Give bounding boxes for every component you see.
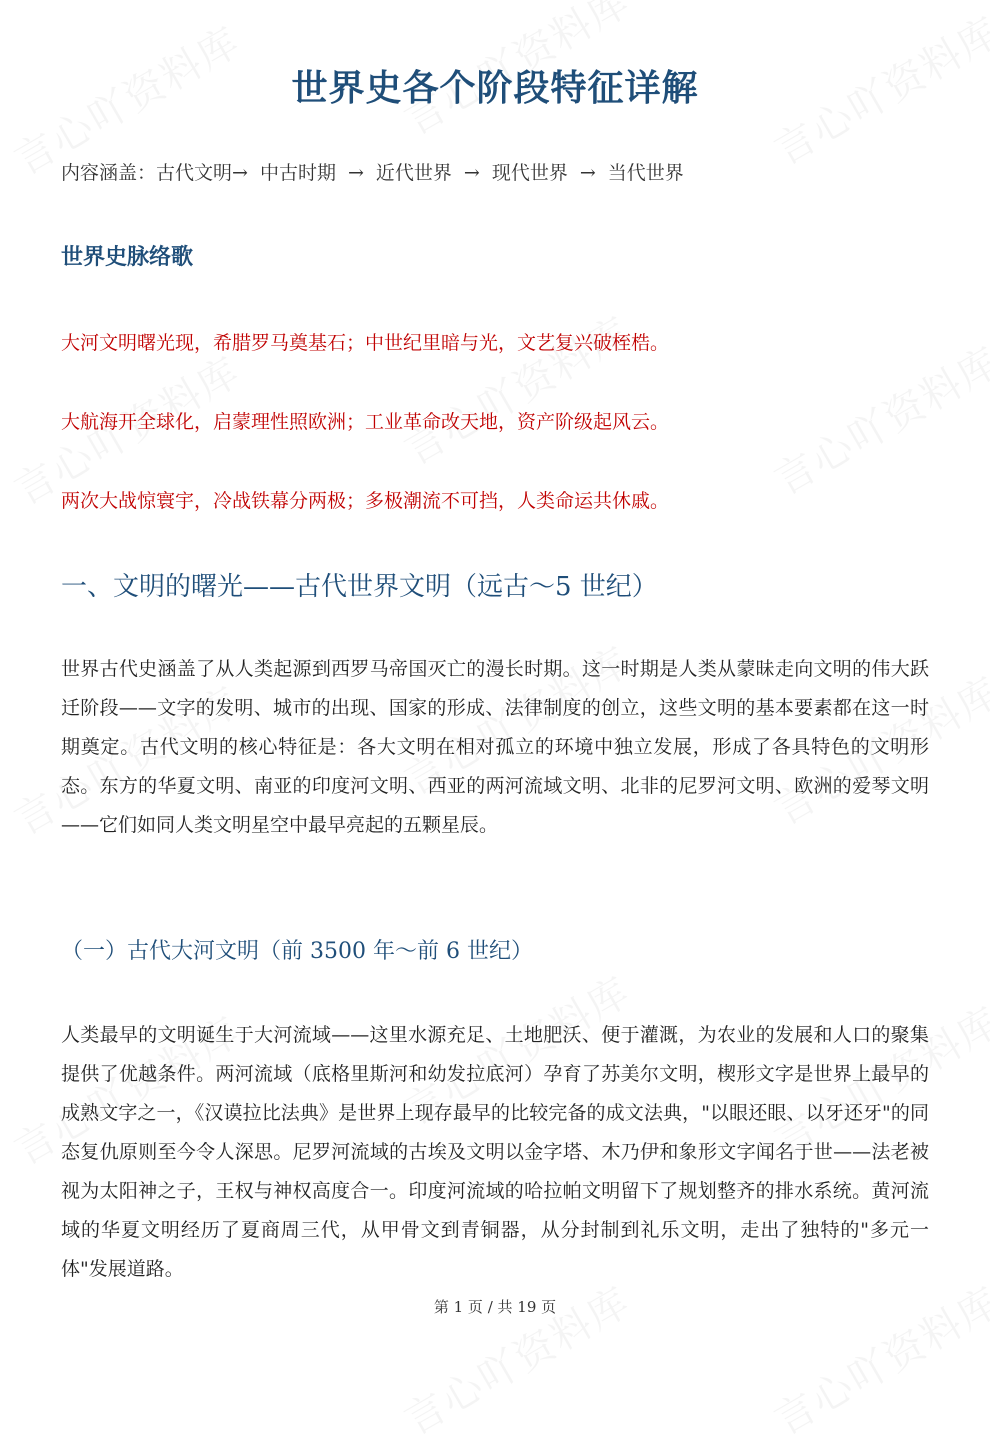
coverage-item: 中古时期 — [259, 162, 336, 184]
coverage-label: 内容涵盖： — [61, 162, 157, 184]
song-line: 两次大战惊寰宇，冷战铁幕分两极；多极潮流不可挡，人类命运共休戚。 — [61, 490, 670, 512]
coverage-item: 现代世界 — [491, 162, 568, 184]
song-line: 大河文明曙光现，希腊罗马奠基石；中世纪里暗与光，文艺复兴破桎梏。 — [61, 332, 670, 354]
content-coverage — [61, 158, 696, 185]
coverage-item: 近代世界 — [375, 162, 452, 184]
coverage-item: 古代文明 — [156, 162, 233, 184]
arrow-icon: → — [579, 162, 596, 184]
arrow-icon: → — [232, 162, 248, 184]
section-paragraph: 世界古代史涵盖了从人类起源到西罗马帝国灭亡的漫长时期。这一时期是人类从蒙昧走向文明的伟大跃迁阶段——文字的发明、城市的出现、国家的形成、法律制度的创立，这些文明的基本要素都在这一时期奠定。古代文明的核心特征是：各大文明在相对孤立的环境中独立发展，形成了各具特色的文明形态。东方的华夏文明、南亚的印度河文明、西亚的两河流域文明、北非的尼罗河文明、欧洲的爱琴文明——它们如同人类文明星空中最早亮起的五颗星辰。 — [61, 658, 929, 836]
page-title: 世界史各个阶段特征详解 — [291, 67, 699, 109]
subsection-paragraph: 人类最早的文明诞生于大河流域——这里水源充足、土地肥沃、便于灌溉，为农业的发展和人口的聚集提供了优越条件。两河流域（底格里斯河和幼发拉底河）孕育了苏美尔文明，楔形文字是世界上最早的成熟文字之一，《汉谟拉比法典》是世界上现存最早的比较完备的成文法典，"以眼还眼、以牙还牙"的同态复仇原则至今令人深思。尼罗河流域的古埃及文明以金字塔、木乃伊和象形文字闻名于世——法老被视为太阳神之子，王权与神权高度合一。印度河流域的哈拉帕文明留下了规划整齐的排水系统。黄河流域的华夏文明经历了夏商周三代，从甲骨文到青铜器，从分封制到礼乐文明，走出了独特的"多元一体"发展道路。 — [61, 1024, 929, 1280]
subsection-heading: （一）古代大河文明（前 3500 年～前 6 世纪） — [61, 939, 533, 964]
page-number: 第 1 页 / 共 19 页 — [433, 1298, 557, 1316]
song-line: 大航海开全球化，启蒙理性照欧洲；工业革命改天地，资产阶级起风云。 — [61, 411, 670, 433]
song-heading: 世界史脉络歌 — [61, 244, 194, 270]
arrow-icon: → — [463, 162, 480, 184]
watermark — [763, 331, 990, 506]
arrow-icon: → — [347, 162, 364, 184]
coverage-item: 当代世界 — [607, 162, 684, 184]
section-heading: 一、文明的曙光——古代世界文明（远古～5 世纪） — [61, 572, 658, 602]
